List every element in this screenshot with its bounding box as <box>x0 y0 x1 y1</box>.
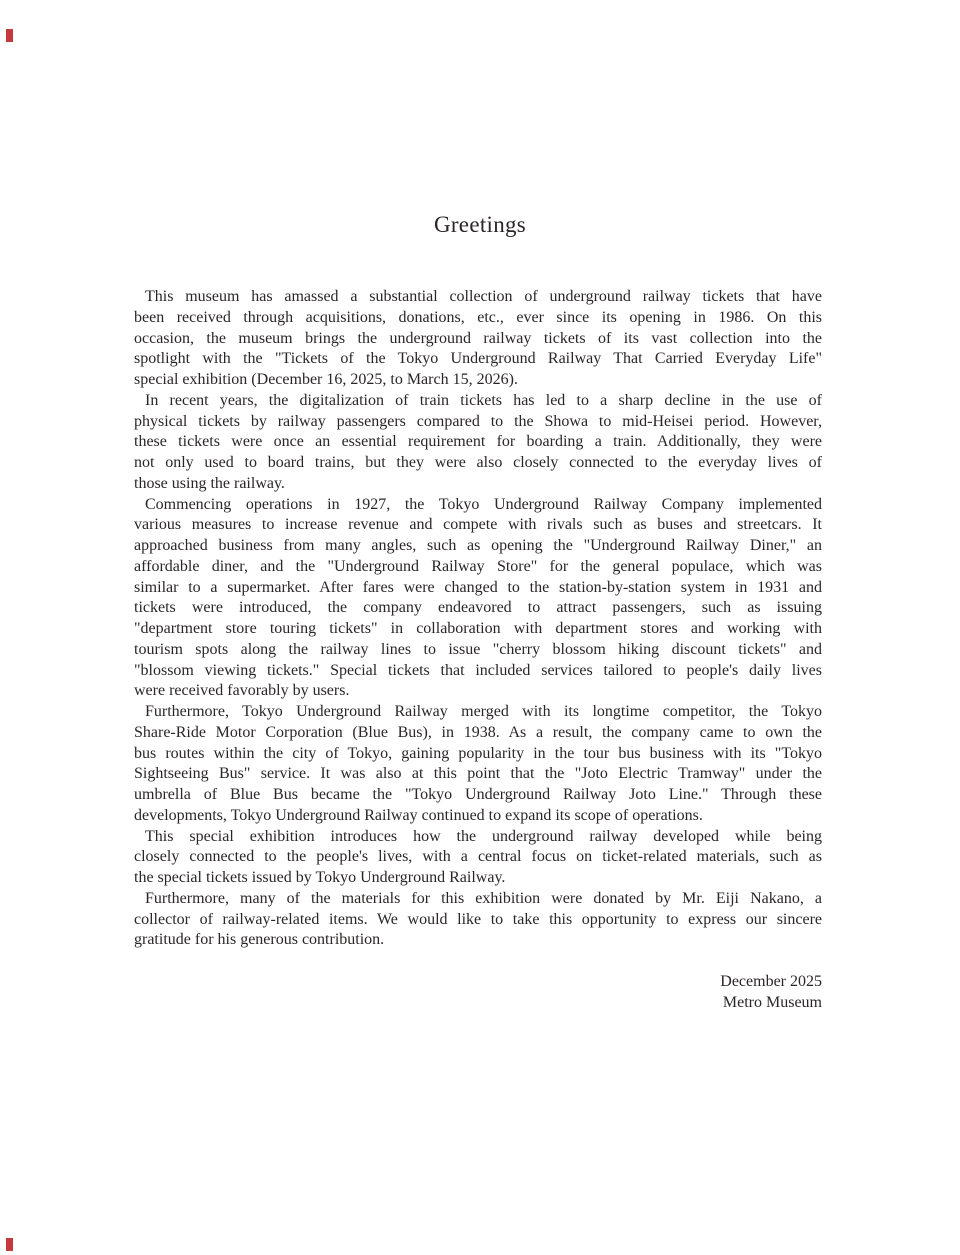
body-text <box>134 287 822 1014</box>
text-line: Furthermore, Tokyo Underground Railway merged with its longtime competitor, the Tokyo <box>145 703 822 720</box>
text-line: umbrella of Blue Bus became the "Tokyo Underground Railway Joto Line." Through these <box>134 786 822 803</box>
signature-block <box>134 972 822 1014</box>
signature-date: December 2025 <box>720 973 822 990</box>
text-line: special exhibition (December 16, 2025, to March 15, 2026). <box>134 371 518 388</box>
paragraph <box>134 495 822 703</box>
text-line: affordable diner, and the "Underground Railway Store" for the general populace, which was <box>134 557 822 575</box>
text-line: Commencing operations in 1927, the Tokyo Underground Railway Company implemented <box>145 495 822 513</box>
paragraph <box>134 889 822 951</box>
text-line: "department store touring tickets" in collaboration with department stores and working with <box>134 620 822 637</box>
text-line: "blossom viewing tickets." Special tickets that included services tailored to people's daily lives <box>134 661 822 679</box>
text-line: physical tickets by railway passengers compared to the Showa to mid-Heisei period. However, <box>134 412 822 430</box>
text-line: approached business from many angles, such as opening the "Underground Railway Diner," an <box>134 537 822 554</box>
text-line: closely connected to the people's lives, with a central focus on ticket-related materials, such as <box>134 848 822 866</box>
paragraph <box>134 827 822 889</box>
text-line: were received favorably by users. <box>134 682 350 700</box>
edge-mark-top <box>6 29 13 42</box>
text-line: occasion, the museum brings the underground railway tickets of its vast collection into the <box>134 329 822 347</box>
edge-mark-bottom <box>6 1238 13 1251</box>
text-line: This museum has amassed a substantial collection of underground railway tickets that have <box>145 288 822 305</box>
text-line: these tickets were once an essential requirement for boarding a train. Additionally, they were <box>134 433 822 451</box>
text-line: various measures to increase revenue and compete with rivals such as buses and streetcars. It <box>134 516 822 534</box>
text-line: developments, Tokyo Underground Railway continued to expand its scope of operations. <box>134 806 703 824</box>
text-line: not only used to board trains, but they were also closely connected to the everyday lives of <box>134 454 822 471</box>
text-line: collector of railway-related items. We would like to take this opportunity to express our sincere <box>134 910 822 928</box>
paragraph <box>134 287 822 391</box>
text-line: Furthermore, many of the materials for this exhibition were donated by Mr. Eiji Nakano, a <box>145 889 822 907</box>
text-line: bus routes within the city of Tokyo, gaining popularity in the tour bus business with its "Tokyo <box>134 744 822 762</box>
text-line: Sightseeing Bus" service. It was also at this point that the "Joto Electric Tramway" under the <box>134 765 822 783</box>
text-line: In recent years, the digitalization of train tickets has led to a sharp decline in the use of <box>145 391 822 409</box>
paragraph <box>134 702 822 827</box>
text-line: tourism spots along the railway lines to issue "cherry blossom hiking discount tickets" and <box>134 640 822 658</box>
text-line: those using the railway. <box>134 474 285 492</box>
text-line: Share-Ride Motor Corporation (Blue Bus), in 1938. As a result, the company came to own the <box>134 723 822 741</box>
paragraph <box>134 391 822 495</box>
text-line: gratitude for his generous contribution. <box>134 931 385 949</box>
page-title: Greetings <box>433 212 527 237</box>
text-line: spotlight with the "Tickets of the Tokyo Underground Railway That Carried Everyday Life" <box>134 350 822 368</box>
text-line: This special exhibition introduces how the underground railway developed while being <box>145 827 822 845</box>
signature-name: Metro Museum <box>722 993 822 1011</box>
text-line: tickets were introduced, the company endeavored to attract passengers, such as issuing <box>134 599 822 617</box>
text-line: been received through acquisitions, donations, etc., ever since its opening in 1986. On this <box>134 308 822 326</box>
text-line: similar to a supermarket. After fares were changed to the station-by-station system in 1931 and <box>134 578 822 596</box>
text-line: the special tickets issued by Tokyo Underground Railway. <box>134 869 506 886</box>
